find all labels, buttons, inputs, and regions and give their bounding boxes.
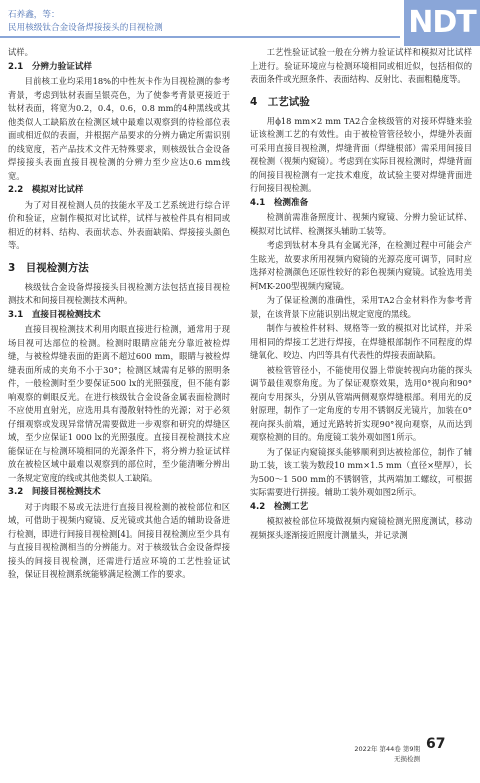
paragraph: 检测前需准备照度计、视频内窥镜、分辨力验证试样、模拟对比试样、检测探头辅助工装等。 bbox=[250, 212, 472, 236]
paragraph: 试样。 bbox=[8, 47, 33, 57]
paragraph: 为了保证内窥镜探头能够顺利到达被检部位，制作了辅助工装，该工装为数段10 mm×1.5 mm（直径×壁厚），长为500～1 500 mm的不锈钢管，其两端加工螺纹，可根据实际需要进行拼接。辅助工装外观如图2所示。 bbox=[250, 446, 472, 497]
section-heading: 4 工艺试验 bbox=[250, 95, 310, 108]
left-column bbox=[8, 46, 230, 583]
paragraph: 核级钛合金设备焊接接头目视检测方法包括直接目视检测技术和间接目视检测技术两种。 bbox=[8, 281, 230, 305]
ndt-logo bbox=[404, 0, 480, 46]
paragraph: 被检管管径小，不能使用仪器上带旋转视向功能的探头调节最佳观察角度。为了保证观察效果，选用0°视向和90°视向专用探头，分别从管端两侧观察焊缝根部。利用光的反射原理，制作了一定角度的专用不锈钢反光镜片，加装在0°视向探头前端，通过光路转折实现90°视向观察，从而达到观察检测的目的。角度镜工装外观如图1所示。 bbox=[250, 364, 472, 442]
paragraph: 制作与被检件材料、规格等一致的模拟对比试样，并采用相同的焊接工艺进行焊接，在焊缝根部制作不同程度的焊缝氧化、咬边、内凹等具有代表性的焊接表面缺陷。 bbox=[250, 323, 472, 360]
footer-issue: 2022年 第44卷 第9期 bbox=[354, 745, 420, 753]
page-header bbox=[0, 0, 480, 42]
subsection-heading: 4.2 检测工艺 bbox=[250, 501, 309, 512]
paragraph: 工艺性验证试验一般在分辨力验证试样和模拟对比试样上进行。验证环境应与检测环境相同或相近似，包括相似的表面条件或光照条件、表面结构、反射比、表面粗糙度等。 bbox=[250, 47, 472, 84]
subsection-heading: 2.2 模拟对比试样 bbox=[8, 185, 84, 195]
footer-journal: 无损检测 bbox=[394, 755, 420, 763]
right-column bbox=[250, 46, 472, 543]
header-authors: 石养鑫，等： bbox=[8, 10, 60, 20]
logo-text: NDT bbox=[408, 5, 476, 40]
header-article-title: 民用核级钛合金设备焊接接头的目视检测 bbox=[8, 23, 163, 33]
subsection-heading: 3.2 间接目视检测技术 bbox=[8, 487, 101, 497]
paragraph: 目前核工业均采用18%的中性灰卡作为目视检测的参考背景，考虑到钛材表面呈银亮色，为了使参考背景更接近于钛材表面，将宽为0.2，0.4，0.6，0.8 mm的4种黑线或其他类似人工缺陷放在检测区域中最难以观察到的待检部位表面或相近似的表面，并根据产品要求的分辨力确定所需识别的线宽度，若产品技术文件无特殊要求，则核级钛合金设备焊接接头表面直接目视检测的分辨力至少应达0.6 mm线宽。 bbox=[8, 76, 230, 181]
header-rule bbox=[0, 36, 400, 38]
paragraph: 模拟被检部位环境做视频内窥镜检测光照度测试，移动视频探头逐渐接近照度计测量头，并记录测 bbox=[250, 516, 472, 540]
paragraph: 为了保证检测的准确性，采用TA2合金材料作为参考背景，在该背景下应能识别出规定宽度的黑线。 bbox=[250, 295, 472, 319]
paragraph: 直接目视检测技术利用肉眼直接进行检测，通常用于现场目视可达部位的检测。检测时眼睛应能充分靠近被检焊缝，与被检焊缝表面的距离不超过600 mm，眼睛与被检焊缝表面所成的夹角不小于30°；检测区域需有足够的照明条件，一般检测时至少要保证500 lx的光照强度，但不能有影响观察的刺眼反光。在进行核级钛合金设备金属表面检测时不应使用直射光，应选用具有漫散射特性的光源；对于必须仔细观察或发现异常情况需要做进一步观察和研究的焊缝区域，至少应保证1 000 lx的光照强度。直接目视检测技术应能保证在与检测环境相同的光源条件下，将分辨力验证试样放在被检区域中最难以观察到的部位时，至少能清晰分辨出一条规定宽度的线或其他类似人工缺陷。 bbox=[8, 324, 230, 483]
subsection-heading: 3.1 直接目视检测技术 bbox=[8, 309, 101, 320]
subsection-heading: 4.1 检测准备 bbox=[250, 197, 309, 208]
paragraph: 考虑到钛材本身具有金属光泽，在检测过程中可能会产生眩光，故要求所用视频内窥镜的光源亮度可调节，同时应选择对检测颜色还原性较好的彩色视频内窥镜。试验选用美柯MK-200型视频内窥镜。 bbox=[250, 240, 472, 291]
paragraph: 对于肉眼不易或无法进行直接目视检测的被检部位和区域，可借助于视频内窥镜、反光镜或其他合适的辅助设备进行检测，即进行间接目视检测[4]。间接目视检测应至少具有与直接目视检测相当的分辨能力。对于核级钛合金设备焊接接头的间接目视检测，还需进行适应环境的工艺性验证试验，保证目视检测系统能够满足检测工作的要求。 bbox=[8, 501, 230, 579]
subsection-heading: 2.1 分辨力验证试样 bbox=[8, 61, 92, 72]
footer-journal-info bbox=[340, 744, 420, 764]
page-number: 67 bbox=[426, 736, 446, 752]
section-heading: 3 目视检测方法 bbox=[8, 261, 89, 274]
paragraph: 为了对目视检测人员的技能水平及工艺系统进行综合评价和验证，应制作模拟对比试样，试样与被检件具有相同或相近的材料、结构、表面状态、外表面缺陷、焊接接头颜色等。 bbox=[8, 199, 230, 250]
paragraph: 用ϕ18 mm×2 mm TA2合金核级管的对接环焊缝来验证该检测工艺的有效性。由于被检管管径较小，焊缝外表面可采用直接目视检测，焊缝背面（焊缝根部）需采用间接目视检测（视频内窥镜）。考虑到在实际目视检测时，焊缝背面的间接目视检测有一定技术难度，故试验主要对焊缝背面进行间接目视检测。 bbox=[250, 115, 472, 193]
